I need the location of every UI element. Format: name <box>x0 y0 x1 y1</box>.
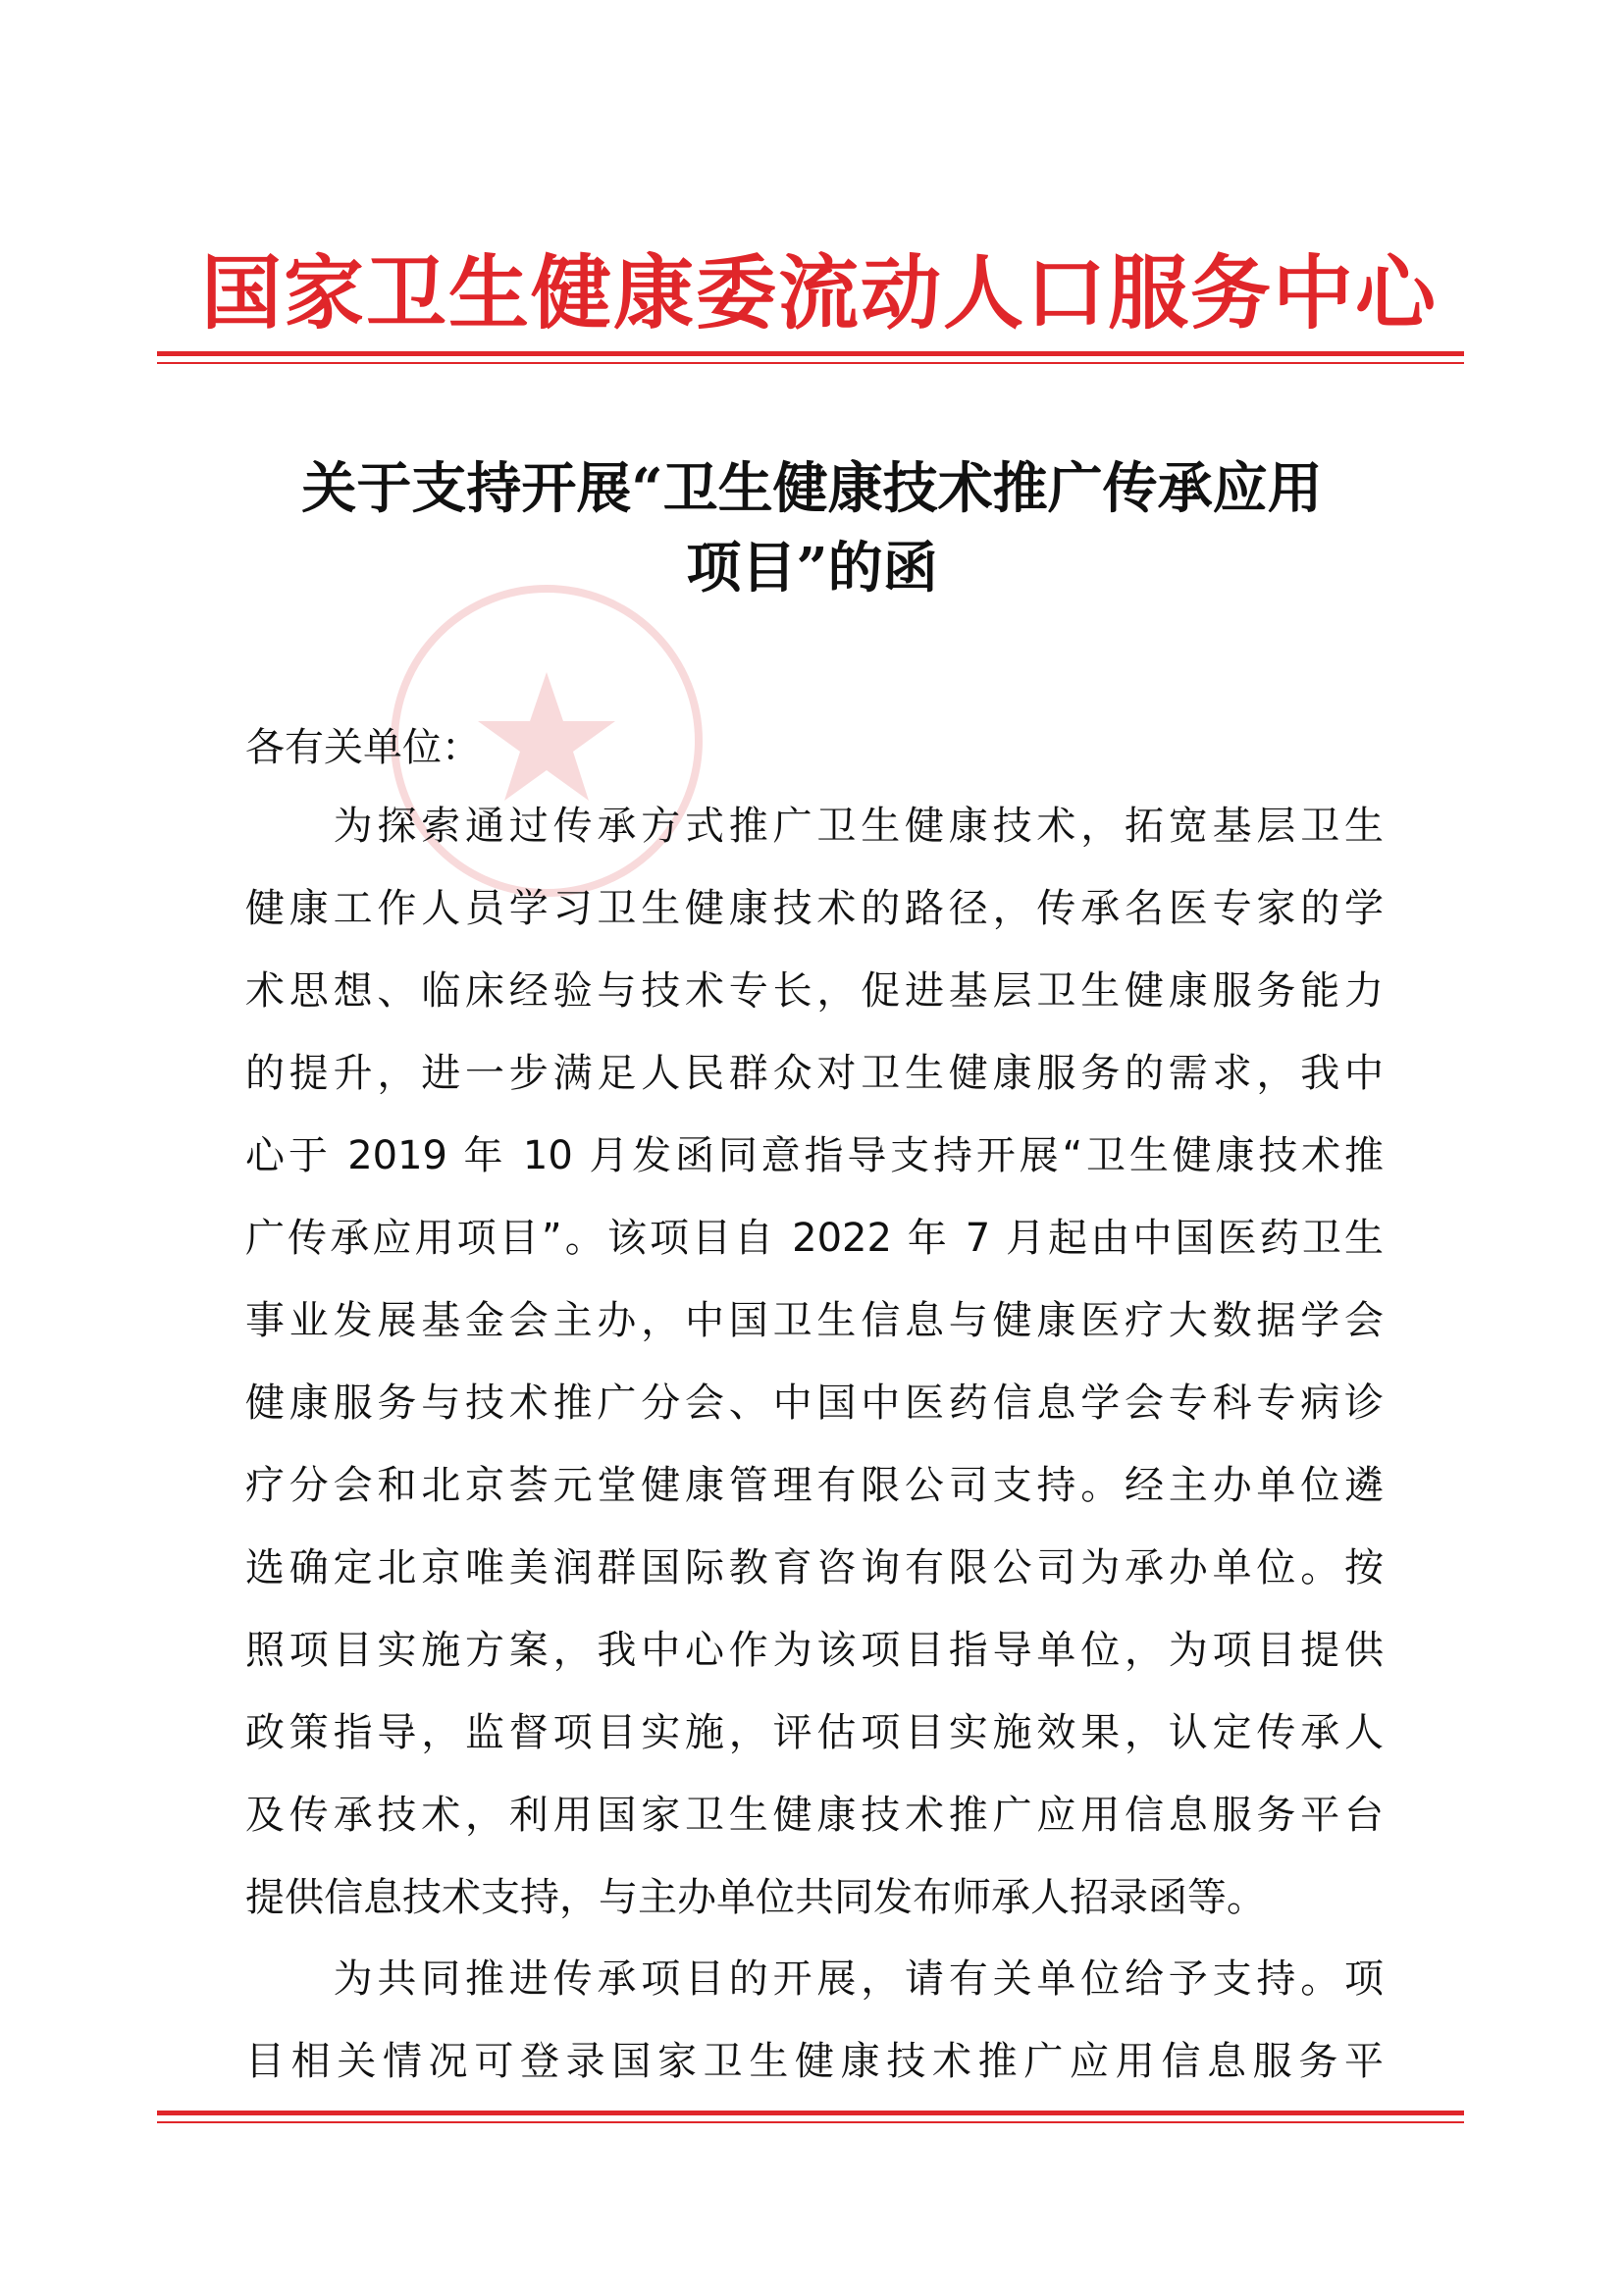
footer-rule-thick <box>157 2111 1464 2115</box>
letterhead-rule-thin <box>157 362 1464 364</box>
footer-rule-thin <box>157 2121 1464 2123</box>
body-text-line: 及传承技术，利用国家卫生健康技术推广应用信息服务平台 <box>245 1793 1384 1838</box>
body-text-line: 为共同推进传承项目的开展，请有关单位给予支持。项 <box>245 1956 1384 2002</box>
document-title <box>196 449 1428 608</box>
body-text-line: 照项目实施方案，我中心作为该项目指导单位，为项目提供 <box>245 1628 1384 1673</box>
letterhead-org-name: 国家卫生健康委流动人口服务中心 <box>200 246 1438 340</box>
body-text-line: 事业发展基金会主办，中国卫生信息与健康医疗大数据学会 <box>245 1298 1384 1343</box>
document-title-line: 关于支持开展“卫生健康技术推广传承应用 <box>301 456 1323 521</box>
body-text-line: 选确定北京唯美润群国际教育咨询有限公司为承办单位。按 <box>245 1545 1384 1590</box>
letterhead-rule-thick <box>157 351 1464 356</box>
body-text-line: 政策指导，监督项目实施，评估项目实施效果，认定传承人 <box>245 1710 1384 1755</box>
body-text-line: 心于 2019 年 10 月发函同意指导支持开展“卫生健康技术推 <box>245 1133 1384 1178</box>
document-title-line: 项目”的函 <box>686 536 938 601</box>
body-text-line: 目相关情况可登录国家卫生健康技术推广应用信息服务平 <box>245 2039 1384 2084</box>
body-text-line: 提供信息技术支持，与主办单位共同发布师承人招录函等。 <box>245 1875 1266 1920</box>
body-paragraph-2 <box>245 1938 1384 2103</box>
body-text-line: 广传承应用项目”。该项目自 2022 年 7 月起由中国医药卫生 <box>245 1216 1384 1261</box>
body-text-line: 为探索通过传承方式推广卫生健康技术，拓宽基层卫生 <box>245 804 1384 849</box>
body-text-line: 健康服务与技术推广分会、中国中医药信息学会专科专病诊 <box>245 1381 1384 1426</box>
body-text-line: 的提升，进一步满足人民群众对卫生健康服务的需求，我中 <box>245 1051 1384 1096</box>
body-text-line: 健康工作人员学习卫生健康技术的路径，传承名医专家的学 <box>245 886 1384 931</box>
body-text-line: 疗分会和北京荟元堂健康管理有限公司支持。经主办单位遴 <box>245 1463 1384 1508</box>
body-paragraph-1 <box>245 785 1384 1939</box>
body-text-line: 术思想、临床经验与技术专长，促进基层卫生健康服务能力 <box>245 968 1384 1014</box>
salutation: 各有关单位： <box>245 725 481 770</box>
